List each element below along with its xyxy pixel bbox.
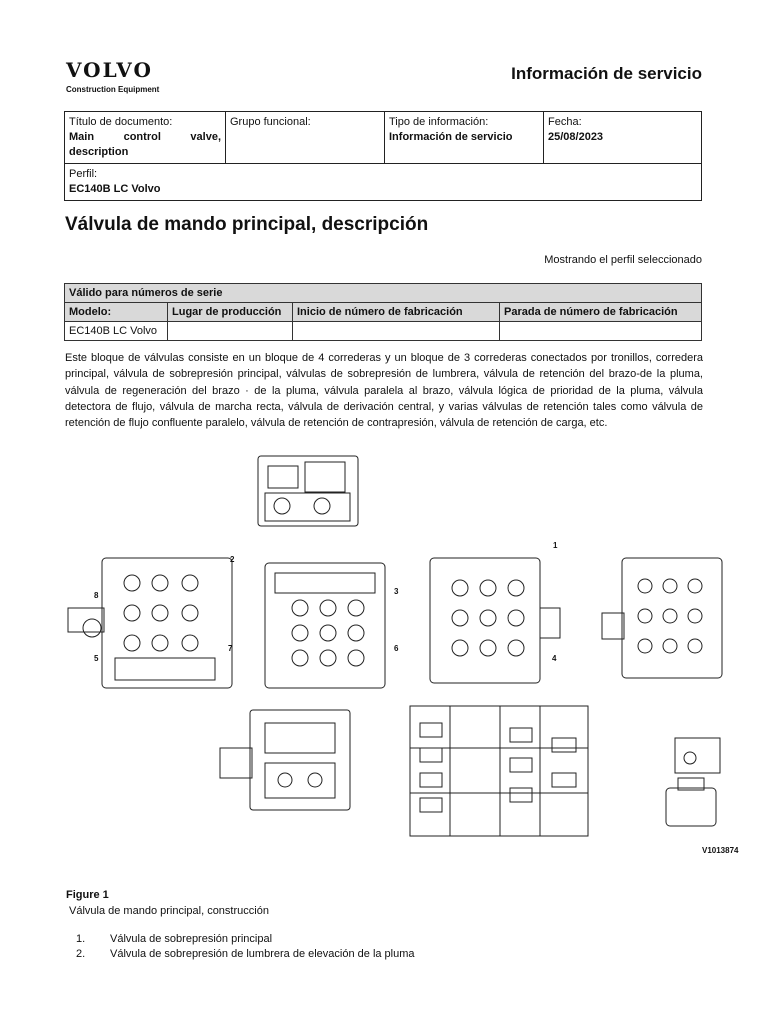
figure-subcaption: Válvula de mando principal, construcción [69,905,269,917]
serial-header: Modelo: [65,303,168,322]
serial-cell: EC140B LC Volvo [65,322,168,341]
valve-body-2 [265,563,385,688]
figure-callout: 3 [394,587,399,596]
date-cell [544,112,702,164]
group-cell [226,112,385,164]
hydraulic-schematic [410,706,588,836]
serial-cell [293,322,500,341]
figure-callout: 8 [94,591,99,600]
serial-header: Lugar de producción [168,303,293,322]
serial-cell [500,322,702,341]
valve-body-1 [68,558,232,688]
doc-title-label: Título de documento: [69,116,173,128]
serial-header: Parada de número de fabricación [500,303,702,322]
valve-body-4 [602,558,722,678]
valve-body-3 [430,558,560,683]
doc-title-line1: Main control valve, [69,131,221,143]
list-item-text: Válvula de sobrepresión de lumbrera de elevación de la pluma [110,948,415,960]
figure-id-code: V1013874 [702,846,739,855]
figure-callout: 1 [553,541,558,550]
doc-title-cell [65,112,226,164]
date-value: 25/08/2023 [548,131,604,143]
info-type-cell [385,112,544,164]
serial-caption: Válido para números de serie [65,284,702,303]
profile-note: Mostrando el perfil seleccionado [544,254,702,266]
valve-figure [60,448,742,866]
list-item-number: 2. [76,948,86,960]
date-label: Fecha: [548,116,582,128]
profile-cell [65,164,702,201]
detail-drawing [666,738,720,826]
list-item-text: Válvula de sobrepresión principal [110,933,273,945]
document-meta-table [64,111,702,201]
brand-subtitle: Construction Equipment [66,85,160,94]
doc-title-line2: description [69,146,129,158]
figure-callout: 4 [552,654,557,663]
header-title: Información de servicio [511,64,702,83]
top-view-drawing [258,456,358,526]
profile-value: EC140B LC Volvo [69,183,161,195]
serial-header: Inicio de número de fabricación [293,303,500,322]
list-item-number: 1. [76,933,86,945]
list-item [76,932,415,947]
serial-table [64,283,702,341]
group-label: Grupo funcional: [230,116,311,128]
profile-label: Perfil: [69,168,98,180]
figure-caption: Figure 1 [66,889,109,901]
volvo-logo: VOLVO [66,58,153,82]
component-list [76,932,415,962]
valve-drawing [60,448,742,866]
figure-callout: 2 [230,555,235,564]
figure-callout: 5 [94,654,99,663]
info-type-label: Tipo de información: [389,116,489,128]
figure-callout: 6 [394,644,399,653]
serial-cell [168,322,293,341]
list-item [76,947,415,962]
page-title: Válvula de mando principal, descripción [65,214,429,235]
figure-callout: 7 [228,644,233,653]
side-view-drawing [220,710,350,810]
info-type-value: Información de servicio [389,131,513,143]
description-paragraph: Este bloque de válvulas consiste en un bloque de 4 correderas y un bloque de 3 correderas conectados por tronillos, corredera principal, válvula de sobrepresión principal, válvulas de sobrepresión de lumbrera, válvula de retención del brazo-de la pluma, válvula de regeneración del brazo · de la pluma, válvula paralela al brazo, válvula lógica de prioridad de la pluma, válvula detectora de flujo, válvula de marcha recta, válvula de derivación central, y varias válvulas de retención tales como válvula de retención de flujo confluente paralelo, válvula de retención de contrapresión, válvula de retención de carga, etc. [65,352,703,430]
